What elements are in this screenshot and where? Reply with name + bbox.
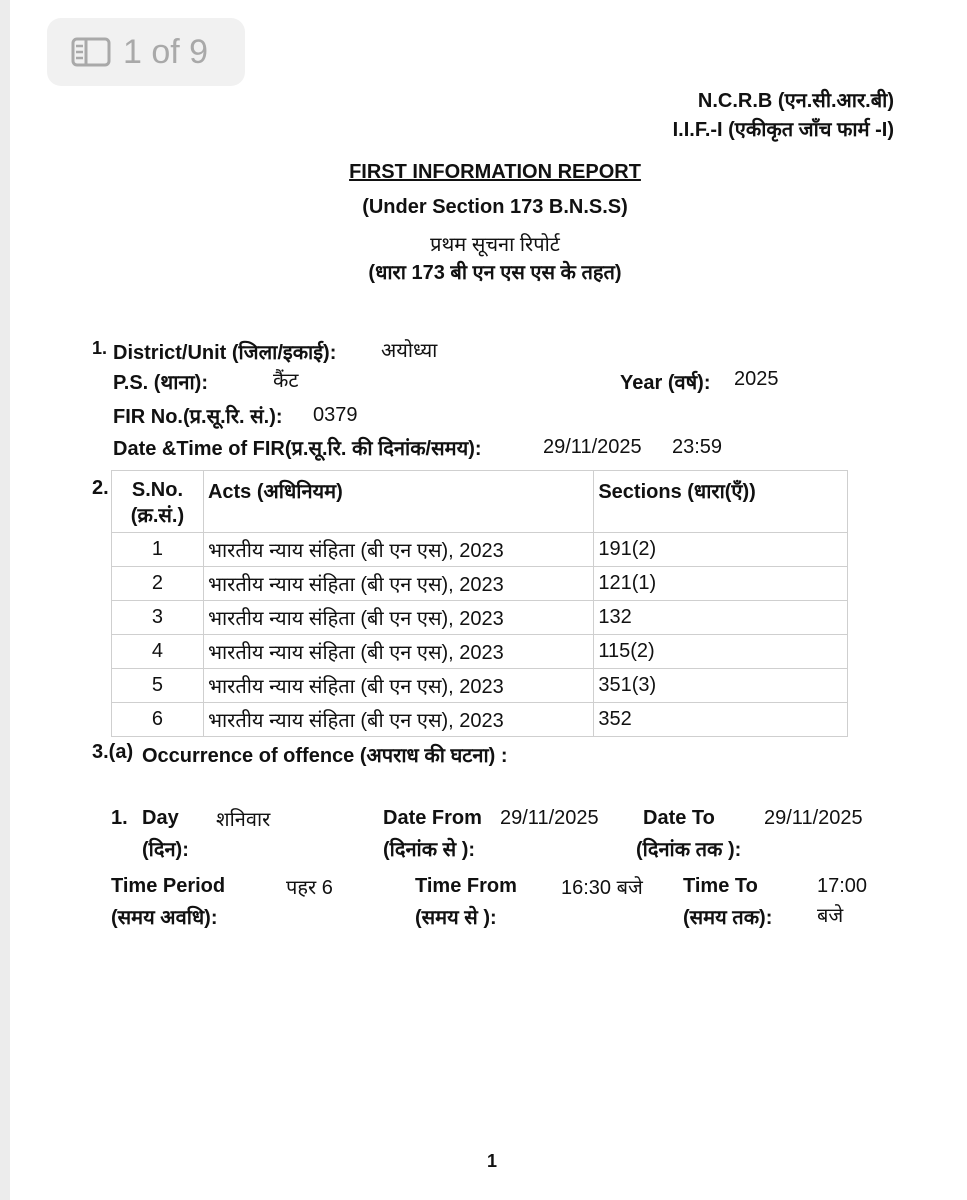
fir-date-value: 29/11/2025 bbox=[543, 436, 642, 458]
row-section: 132 bbox=[594, 601, 848, 635]
section-3a-number: 3.(a) bbox=[92, 741, 134, 763]
day-label-hi: (दिन): bbox=[142, 839, 189, 861]
sections-header: Sections (धारा(एँ)) bbox=[594, 471, 848, 533]
row-act: भारतीय न्याय संहिता (बी एन एस), 2023 bbox=[203, 669, 593, 703]
time-from-value: 16:30 बजे bbox=[561, 877, 643, 899]
acts-table bbox=[111, 470, 848, 737]
date-to-label-hindi: (दिनांक तक ): bbox=[636, 839, 742, 861]
time-from-label-hindi: (समय से ): bbox=[415, 907, 497, 929]
acts-header: Acts (अधिनियम) bbox=[203, 471, 593, 533]
fir-number-label: FIR No.(प्र.सू.रि. सं.): bbox=[113, 406, 283, 428]
year-label: Year (वर्ष): bbox=[620, 372, 711, 394]
section-1-number: 1. bbox=[92, 338, 108, 358]
sno-header-label: S.No. bbox=[131, 479, 184, 501]
table-row bbox=[112, 567, 848, 601]
fir-time-value: 23:59 bbox=[672, 436, 723, 458]
time-period-label-hindi: (समय अवधि): bbox=[111, 907, 218, 929]
table-row bbox=[112, 635, 848, 669]
report-subtitle: (Under Section 173 B.N.S.S) bbox=[362, 196, 628, 218]
page-indicator[interactable] bbox=[47, 18, 245, 86]
time-from-label: Time From bbox=[415, 875, 517, 897]
table-row bbox=[112, 533, 848, 567]
date-from-label-hindi: (दिनांक से ): bbox=[383, 839, 476, 861]
report-title-hindi: प्रथम सूचना रिपोर्ट bbox=[430, 234, 560, 256]
row-sno: 3 bbox=[112, 601, 204, 635]
page-number: 1 bbox=[487, 1151, 498, 1171]
row-act: भारतीय न्याय संहिता (बी एन एस), 2023 bbox=[203, 533, 593, 567]
row-act: भारतीय न्याय संहिता (बी एन एस), 2023 bbox=[203, 567, 593, 601]
row-sno: 5 bbox=[112, 669, 204, 703]
date-from-label: Date From bbox=[383, 807, 482, 829]
date-to-label: Date To bbox=[643, 807, 715, 829]
table-row bbox=[112, 669, 848, 703]
sno-header bbox=[112, 471, 204, 533]
date-to-value: 29/11/2025 bbox=[764, 807, 863, 829]
occurrence-item-number: 1. bbox=[111, 807, 128, 829]
time-period-label: Time Period bbox=[111, 875, 226, 897]
day-label: Day bbox=[142, 807, 179, 829]
table-row bbox=[112, 601, 848, 635]
row-sno: 6 bbox=[112, 703, 204, 737]
report-subtitle-hindi: (धारा 173 बी एन एस एस के तहत) bbox=[368, 262, 622, 284]
district-label: District/Unit (जिला/इकाई): bbox=[113, 342, 337, 364]
row-section: 191(2) bbox=[594, 533, 848, 567]
report-title: FIRST INFORMATION REPORT bbox=[349, 161, 641, 183]
row-section: 352 bbox=[594, 703, 848, 737]
sidebar-icon bbox=[71, 37, 111, 67]
row-act: भारतीय न्याय संहिता (बी एन एस), 2023 bbox=[203, 601, 593, 635]
fir-datetime-label: Date &Time of FIR(प्र.सू.रि. की दिनांक/समय): bbox=[113, 438, 482, 460]
ps-value: कैंट bbox=[273, 370, 299, 392]
row-sno: 4 bbox=[112, 635, 204, 669]
row-act: भारतीय न्याय संहिता (बी एन एस), 2023 bbox=[203, 703, 593, 737]
sno-header-hindi: (क्र.सं.) bbox=[130, 505, 185, 527]
occurrence-heading: Occurrence of offence (अपराध की घटना) : bbox=[142, 745, 508, 767]
day-value: शनिवार bbox=[216, 809, 271, 831]
fir-number-value: 0379 bbox=[313, 404, 358, 426]
table-row bbox=[112, 703, 848, 737]
ncrb-header: N.C.R.B (एन.सी.आर.बी) bbox=[697, 90, 894, 112]
page-indicator-label: 1 of 9 bbox=[123, 32, 209, 71]
iif-header: I.I.F.-I (एकीकृत जाँच फार्म -I) bbox=[672, 119, 894, 141]
row-section: 115(2) bbox=[594, 635, 848, 669]
ps-label: P.S. (थाना): bbox=[113, 372, 208, 394]
row-sno: 2 bbox=[112, 567, 204, 601]
row-sno: 1 bbox=[112, 533, 204, 567]
district-value: अयोध्या bbox=[381, 340, 438, 362]
acts-table-header bbox=[112, 471, 848, 533]
row-section: 121(1) bbox=[594, 567, 848, 601]
time-to-value: 17:00 bbox=[817, 875, 868, 897]
time-period-value: पहर 6 bbox=[286, 877, 333, 899]
time-to-label-hindi: (समय तक): bbox=[683, 907, 773, 929]
time-to-label: Time To bbox=[683, 875, 758, 897]
date-from-value: 29/11/2025 bbox=[500, 807, 599, 829]
row-section: 351(3) bbox=[594, 669, 848, 703]
year-value: 2025 bbox=[734, 368, 779, 390]
row-act: भारतीय न्याय संहिता (बी एन एस), 2023 bbox=[203, 635, 593, 669]
section-2-number: 2. bbox=[92, 477, 109, 499]
time-to-unit: बजे bbox=[817, 905, 844, 927]
